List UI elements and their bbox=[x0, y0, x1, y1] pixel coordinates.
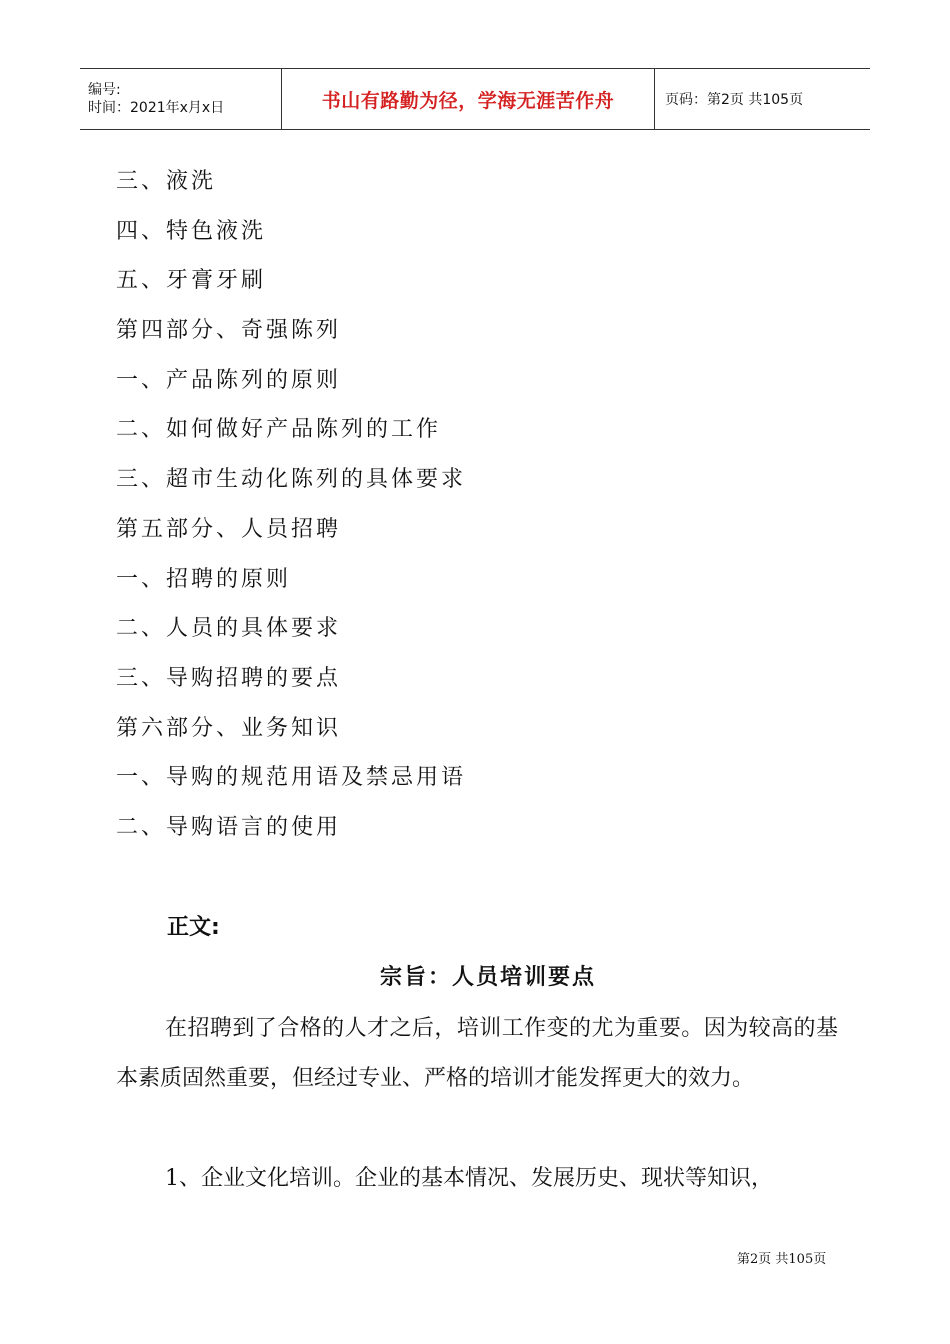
header-page-info: 页码：第2页 共105页 bbox=[665, 92, 804, 108]
number-label: 编号: bbox=[88, 82, 121, 98]
toc-item: 三、超市生动化陈列的具体要求 bbox=[116, 467, 467, 493]
page-header bbox=[80, 68, 870, 130]
section-title: 宗旨：人员培训要点 bbox=[379, 965, 596, 990]
header-motto: 书山有路勤为径，学海无涯苦作舟 bbox=[282, 69, 655, 129]
toc-item: 第四部分、奇强陈列 bbox=[116, 318, 342, 344]
toc-item: 三、液洗 bbox=[116, 169, 217, 194]
toc-item: 一、招聘的原则 bbox=[116, 566, 292, 592]
toc-item: 四、特色液洗 bbox=[116, 218, 267, 244]
table-of-contents bbox=[116, 162, 466, 858]
toc-item: 二、导购语言的使用 bbox=[116, 814, 342, 840]
header-meta bbox=[80, 69, 282, 129]
zhengwen-heading: 正文: bbox=[167, 915, 220, 940]
toc-item: 第六部分、业务知识 bbox=[116, 715, 342, 741]
toc-item: 二、如何做好产品陈列的工作 bbox=[116, 417, 442, 443]
time-label: 时间：2021年x月x日 bbox=[88, 100, 225, 116]
toc-item: 三、导购招聘的要点 bbox=[116, 665, 342, 691]
body-paragraph: 1、企业文化培训。企业的基本情况、发展历史、现状等知识， bbox=[165, 1166, 773, 1191]
toc-item: 二、人员的具体要求 bbox=[116, 616, 342, 642]
toc-item: 一、导购的规范用语及禁忌用语 bbox=[116, 765, 467, 791]
toc-item: 一、产品陈列的原则 bbox=[116, 367, 342, 393]
page-footer: 第2页 共105页 bbox=[737, 1252, 827, 1267]
toc-item: 第五部分、人员招聘 bbox=[116, 516, 342, 542]
toc-item: 五、牙膏牙刷 bbox=[116, 268, 267, 294]
body-paragraph: 在招聘到了合格的人才之后，培训工作变的尤为重要。因为较高的基本素质固然重要，但经过专业、严格的培训才能发挥更大的效力。 bbox=[116, 1016, 838, 1091]
